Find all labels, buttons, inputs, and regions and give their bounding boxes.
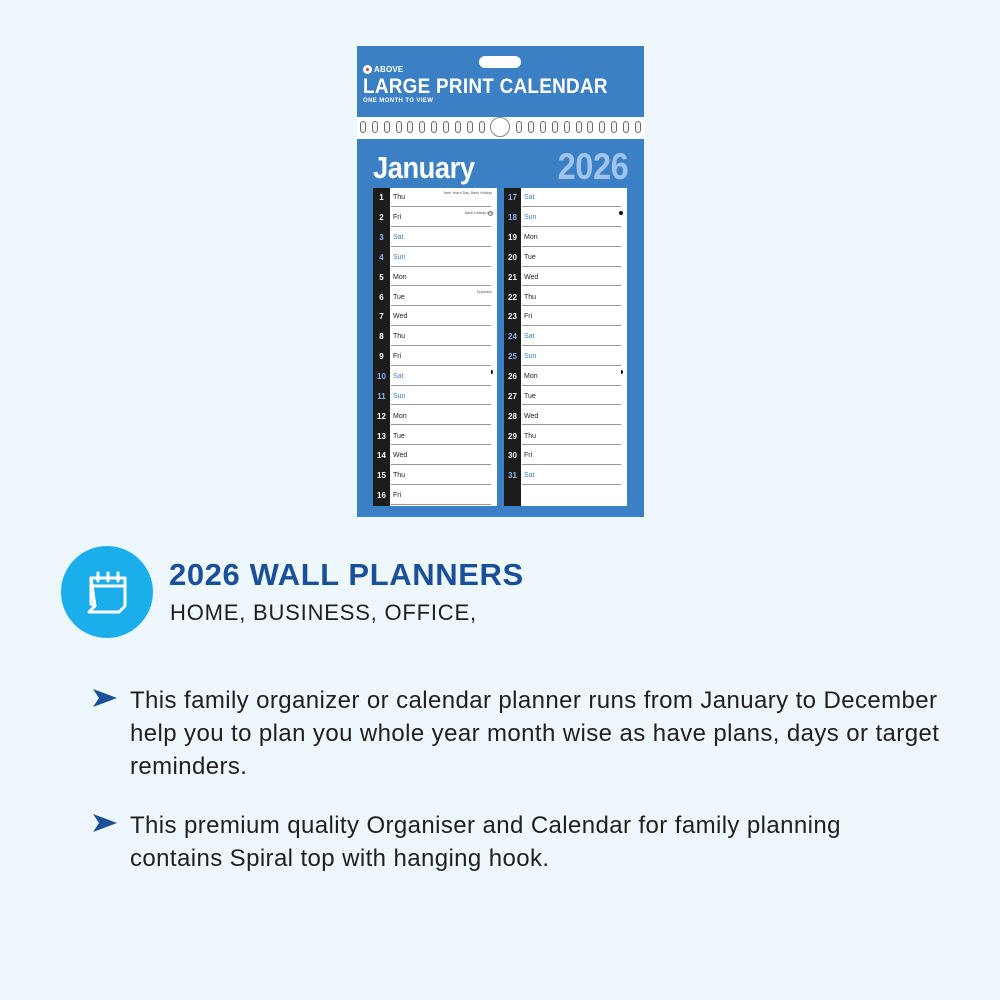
calendar-badge	[61, 546, 153, 638]
weekday-label: Tue	[524, 392, 536, 400]
write-line	[522, 365, 621, 366]
day-row	[373, 446, 497, 466]
day-number: 28	[508, 411, 517, 421]
spiral-coil	[396, 121, 402, 133]
day-number: 10	[377, 372, 386, 382]
write-line	[391, 325, 491, 326]
day-number: 26	[508, 372, 517, 382]
day-number: 5	[379, 272, 384, 282]
day-row	[373, 406, 497, 426]
day-row	[504, 287, 627, 307]
write-line	[391, 246, 491, 247]
write-line	[522, 464, 621, 465]
weekday-label: Sun	[393, 253, 406, 261]
day-number: 15	[377, 471, 386, 481]
day-row	[373, 248, 497, 268]
write-line	[391, 285, 491, 286]
write-line	[391, 504, 491, 505]
hook-ring	[490, 117, 510, 137]
moon-phase-icon	[621, 370, 623, 374]
write-line	[522, 484, 621, 485]
day-row	[504, 208, 627, 228]
day-number: 23	[508, 312, 517, 322]
month-name: January	[373, 150, 475, 185]
moon-phase-icon	[619, 211, 623, 215]
brand-logo	[363, 65, 403, 74]
spiral-coil	[528, 121, 534, 133]
day-row	[373, 267, 497, 287]
day-row	[504, 228, 627, 248]
weekday-label: Sat	[524, 333, 535, 341]
day-row	[373, 188, 497, 208]
feature-bullets	[92, 684, 952, 901]
write-line	[522, 385, 621, 386]
spiral-coil	[552, 121, 558, 133]
write-line	[391, 365, 491, 366]
weekday-label: Mon	[524, 234, 538, 242]
day-row	[373, 307, 497, 327]
day-number: 22	[508, 292, 517, 302]
arrow-bullet-icon	[92, 688, 118, 708]
day-number: 29	[508, 431, 517, 441]
day-row	[373, 287, 497, 307]
write-line	[522, 285, 621, 286]
day-number: 7	[379, 312, 384, 322]
day-number: 2	[379, 213, 384, 223]
weekday-label: Sun	[524, 353, 537, 361]
write-line	[391, 424, 491, 425]
day-row	[504, 267, 627, 287]
bullet-text: This family organizer or calendar planner runs from January to December help you to plan you whole year month wise as have plans, days or target reminders.	[130, 687, 940, 780]
day-number: 16	[377, 491, 386, 501]
moon-phase-icon	[488, 211, 493, 216]
feature-subheading: HOME, BUSINESS, OFFICE,	[170, 600, 477, 625]
spiral-binding	[360, 119, 641, 135]
brand-mark-icon	[363, 65, 372, 74]
write-line	[522, 206, 621, 207]
day-number: 19	[508, 233, 517, 243]
write-line	[522, 325, 621, 326]
write-line	[522, 266, 621, 267]
weekday-label: Sat	[524, 472, 535, 480]
day-number: 4	[379, 252, 384, 262]
write-line	[391, 484, 491, 485]
day-number: 3	[379, 233, 384, 243]
day-row	[504, 248, 627, 268]
weekday-label: Fri	[393, 353, 402, 361]
day-row	[373, 386, 497, 406]
weekday-label: Wed	[524, 273, 539, 281]
days-column-left	[373, 188, 497, 506]
day-number: 1	[379, 193, 384, 203]
day-number: 9	[379, 352, 384, 362]
spiral-coil	[443, 121, 449, 133]
day-number: 6	[379, 292, 384, 302]
day-number: 18	[508, 213, 517, 223]
day-row	[373, 426, 497, 446]
write-line	[522, 404, 621, 405]
day-row	[504, 386, 627, 406]
spiral-coil	[576, 121, 582, 133]
day-number: 31	[508, 471, 517, 481]
write-line	[522, 305, 621, 306]
day-number: 24	[508, 332, 517, 342]
day-row	[373, 486, 497, 506]
day-number: 13	[377, 431, 386, 441]
day-number: 17	[508, 193, 517, 203]
day-row	[504, 406, 627, 426]
day-number: 20	[508, 252, 517, 262]
spiral-coil	[407, 121, 413, 133]
day-number: 8	[379, 332, 384, 342]
arrow-bullet-icon	[92, 813, 118, 833]
write-line	[391, 444, 491, 445]
write-line	[391, 404, 491, 405]
day-number: 11	[377, 391, 386, 401]
weekday-label: Sun	[393, 392, 406, 400]
year-number: 2026	[557, 146, 628, 187]
write-line	[391, 266, 491, 267]
weekday-label: Fri	[393, 214, 402, 222]
day-row	[504, 307, 627, 327]
feature-heading: 2026 WALL PLANNERS	[169, 557, 524, 592]
day-row	[504, 446, 627, 466]
write-line	[522, 226, 621, 227]
holiday-note: Epiphany	[477, 290, 492, 295]
spiral-coil	[599, 121, 605, 133]
weekday-label: Mon	[393, 273, 407, 281]
calendar-subtitle: ONE MONTH TO VIEW	[363, 98, 434, 104]
weekday-label: Fri	[393, 492, 402, 500]
day-number: 21	[508, 272, 517, 282]
day-row	[504, 466, 627, 486]
day-row	[504, 188, 627, 208]
write-line	[391, 464, 491, 465]
weekday-label: Thu	[524, 432, 537, 440]
weekday-label: Sat	[393, 373, 404, 381]
weekday-label: Mon	[393, 412, 407, 420]
weekday-label: Tue	[393, 432, 405, 440]
weekday-label: Tue	[524, 253, 536, 261]
weekday-label: Wed	[393, 452, 408, 460]
day-number: 27	[508, 391, 517, 401]
write-line	[391, 226, 491, 227]
spiral-coil	[479, 121, 485, 133]
day-row	[373, 327, 497, 347]
weekday-label: Sun	[524, 214, 537, 222]
weekday-label: Fri	[524, 313, 533, 321]
write-line	[522, 246, 621, 247]
day-row	[373, 208, 497, 228]
moon-phase-icon	[491, 370, 493, 374]
weekday-label: Mon	[524, 373, 538, 381]
weekday-label: Fri	[524, 452, 533, 460]
days-column-right	[504, 188, 627, 506]
write-line	[391, 206, 491, 207]
spiral-coil	[467, 121, 473, 133]
write-line	[522, 424, 621, 425]
spiral-coil	[540, 121, 546, 133]
list-item	[92, 684, 952, 783]
weekday-label: Wed	[524, 412, 539, 420]
weekday-label: Tue	[393, 293, 405, 301]
spiral-coil	[516, 121, 522, 133]
calendar-product	[357, 46, 644, 517]
day-row	[373, 367, 497, 387]
day-row	[504, 426, 627, 446]
spiral-coil	[455, 121, 461, 133]
write-line	[522, 444, 621, 445]
spiral-coil	[623, 121, 629, 133]
day-row	[504, 327, 627, 347]
spiral-coil	[419, 121, 425, 133]
calendar-title: LARGE PRINT CALENDAR	[363, 75, 608, 98]
day-number: 30	[508, 451, 517, 461]
spiral-coil	[587, 121, 593, 133]
weekday-label: Wed	[393, 313, 408, 321]
spiral-coil	[360, 121, 366, 133]
hanging-hook	[479, 56, 521, 68]
spiral-coil	[611, 121, 617, 133]
brand-name: ABOVE	[374, 65, 404, 74]
spiral-coil	[372, 121, 378, 133]
holiday-note: New Year's Day, Bank Holiday	[443, 191, 492, 195]
weekday-label: Sat	[524, 194, 535, 202]
day-number: 12	[377, 411, 386, 421]
spiral-coil	[635, 121, 641, 133]
list-item	[92, 809, 952, 875]
calendar-icon	[81, 566, 133, 618]
holiday-note: Bank Holiday (S)	[465, 210, 492, 215]
weekday-label: Thu	[393, 333, 406, 341]
weekday-label: Thu	[393, 472, 406, 480]
day-row	[504, 347, 627, 367]
weekday-label: Thu	[393, 194, 406, 202]
day-row	[373, 228, 497, 248]
weekday-label: Thu	[524, 293, 537, 301]
day-row	[373, 347, 497, 367]
weekday-label: Sat	[393, 234, 404, 242]
spiral-coil	[384, 121, 390, 133]
spiral-coil	[431, 121, 437, 133]
write-line	[391, 345, 491, 346]
bullet-text: This premium quality Organiser and Calendar for family planning contains Spiral top with hanging hook.	[130, 812, 841, 872]
day-row	[373, 466, 497, 486]
day-number: 25	[508, 352, 517, 362]
write-line	[391, 385, 491, 386]
write-line	[391, 305, 491, 306]
write-line	[522, 345, 621, 346]
day-number: 14	[377, 451, 386, 461]
spiral-coil	[564, 121, 570, 133]
day-row	[504, 367, 627, 387]
